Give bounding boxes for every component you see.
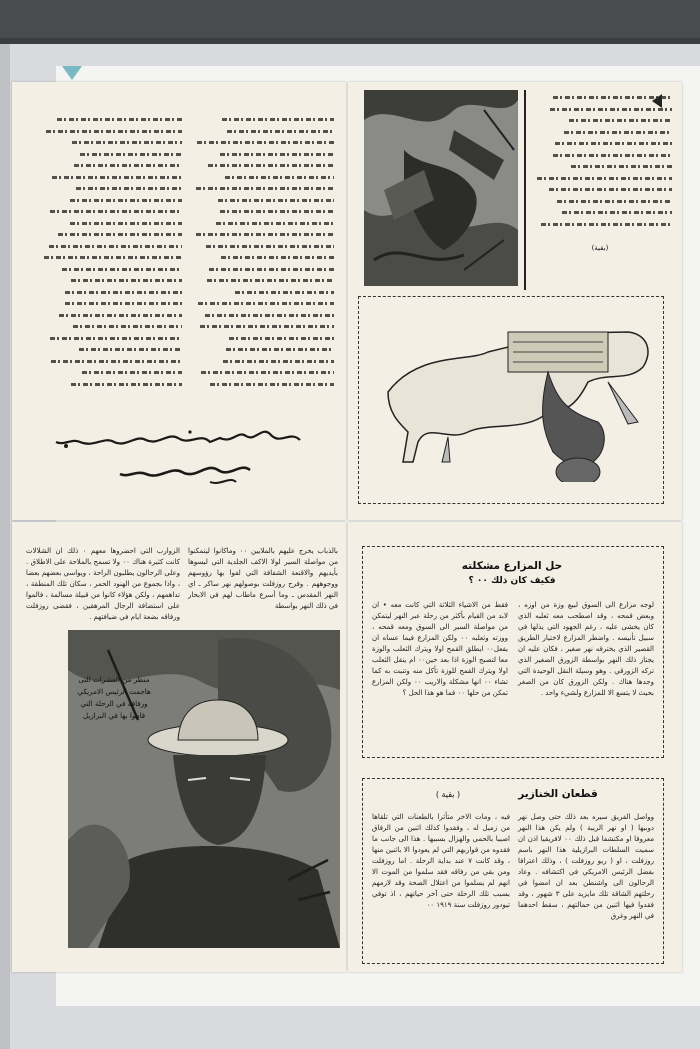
handwriting-line xyxy=(220,153,334,156)
handwriting-line xyxy=(222,118,334,121)
puzzle-col-left: فقط من الاشياء الثلاثة التي كانت معه • ان لابد من القيام بأكثر من رحلة عبر النهر ليتمكن من مواصلة السير الى السوق ومعه قمحه ، ووزته وثعلبه ٠٠ ولكن المزارع فيما عساه ان يفعل٠٠ ايطلق القمح اولا ويترك الثعلب والوزة معا لتصبح الوزة اذا بعد حين٠٠ ام ينقل الثعلب اولا ويترك القمح للوزة تأكل منه وتنبت به كما تشاء ٠٠ انها مشكلة والاريب ٠٠ ولكن المزارع تمكن من حلها ٠٠ فما هو هذا الحل ؟ xyxy=(372,601,509,697)
handwriting-line xyxy=(62,268,182,271)
handwriting-line xyxy=(206,245,334,248)
handwriting-line xyxy=(73,325,182,328)
handwriting-line xyxy=(50,337,182,340)
handwriting-line xyxy=(220,210,334,213)
handwriting-line xyxy=(225,176,334,179)
handwriting-line xyxy=(208,164,334,167)
farmer-drawing xyxy=(378,312,658,482)
handwriting-line xyxy=(198,302,334,305)
handwriting-line xyxy=(57,118,182,121)
handwriting-line xyxy=(555,142,672,145)
handwriting-line xyxy=(207,279,334,282)
handwriting-line xyxy=(571,165,672,168)
handwriting-line xyxy=(549,188,672,191)
puzzle-col-right: لوجه مزارع الى السوق لبيع وزة من اوزه ، وبعض قمحه ، وقد اصطحب معه ثعلبه الذي كان يخشى عليه ، رغم الجهود التي يذلها في سبيل تأنيسه . واضطر المزارع لاختيار الطريق القصير الذي يخترقه نهر صغير ، فكان عليه ان يجتاز ذلك النهر بواسطة الزورق الصغير الذي تركه الزورقي . وهو وسيلة النقل الوحيدة التي وجدها هناك . ولكن الزورق كان من الصغر بحيث لا يتسع الا للمزارع ولشيء واحد . xyxy=(518,601,654,697)
handwriting-line xyxy=(205,314,334,317)
handwriting-line xyxy=(46,130,182,133)
jungle-illustration xyxy=(364,90,518,286)
corner-tab xyxy=(62,66,82,80)
article-col-left: الزوارب التي احضروها معهم ٠ ذلك ان الشلالات كانت كثيرة هناك ٠٠ ولا تسمح بالملاحة على الاطلاق . وعلى الرحالون يطلبون الراحة ، ويواسي بعضهم بعضا ، واذا بجموع من الهنود الحمر ، سكان تلك المنطقة ، تداهمهم ، ولكن هؤلاء كانوا من قبيلة مسالمة ، فالموا على استضافة الرجال المرهقين ، فقضى روزفلت ورفاقه بضعة ايام في ضيافتهم . xyxy=(26,547,180,621)
handwriting-line xyxy=(196,233,334,236)
handwriting-line xyxy=(226,348,334,351)
puzzle-title: حل المزارع مشكلته xyxy=(461,560,563,572)
handwriting-line xyxy=(200,325,334,328)
pigs-col-right: وواصل الفريق سيره بعد ذلك حتى وصل نهر دوبيها ( او نهر الريبة ) ولم يكن هذا النهر معروفا او مكتشفا قبل ذلك ٠٠ لافريقيا اذن ان سميت السلطات البرازيلية هذا النهر باسم روزفلت ، او ( ريو روزفلت ) ، وذلك اعترافا بفضل الرئيس الامريكي في اكتشافه . وعاد الرحالون الى واشنطن بعد ان امضوا في رحلتهم الشاقة تلك مايزيد على ٣ شهور ، وقد فقدوا فيها اثنين من حمالتهم ، سقط احدهما في النهر وغرق xyxy=(518,813,654,920)
handwriting-line xyxy=(562,211,672,214)
handwriting-line xyxy=(71,383,182,386)
handwriting-line xyxy=(557,200,672,203)
handwriting-line xyxy=(553,154,672,157)
handwriting-line xyxy=(51,360,182,363)
handwriting-line xyxy=(537,177,672,180)
explorer-photo xyxy=(68,630,340,948)
handwriting-line xyxy=(227,130,334,133)
handwriting-line xyxy=(553,96,672,99)
handwriting-line xyxy=(210,383,334,386)
part-label: (بقية) xyxy=(591,244,609,252)
handwriting-line xyxy=(223,360,334,363)
pigs-col-left: فيه ، ومات الاخر متأثرا بالطعنات التي تلقاها من زميل له ، وفقدوا كذلك اثنين من الرفاق اصيبا بالحمى والهزال بسببها . هذا الى جانب ما فقدوه من قواربهم التي لم يعودوا الا باثنين منها ، وقد كانت ٧ عند بداية الرحلة . اما روزفلت ومن بقي من رفاقه فقد سلموا من الموت الا انهم لم يسلموا من اعتلال الصحة وقد لازمهم بسبب تلك الرحلة حتى آخر حياتهم ، اذ توفي تيودور روزفلت سنة ١٩١٩ ٠٠ xyxy=(372,813,511,909)
handwriting-line xyxy=(50,210,182,213)
handwriting-line xyxy=(52,176,182,179)
column-rule xyxy=(524,90,526,290)
jungle-photo xyxy=(364,90,518,286)
article-page-bottom-left xyxy=(12,522,346,972)
article-page-bottom-right xyxy=(348,522,682,972)
handwriting-line xyxy=(74,164,182,167)
handwriting-line xyxy=(82,371,182,374)
puzzle-subtitle: فكيف كان ذلك ٠٠ ؟ xyxy=(468,576,556,586)
handwriting-line xyxy=(229,337,334,340)
handwriting-line xyxy=(564,131,672,134)
board-left-shadow xyxy=(0,44,10,1049)
handwriting-line xyxy=(201,371,334,374)
handwriting-line xyxy=(70,199,182,202)
handwriting-line xyxy=(80,153,182,156)
handwriting-line xyxy=(79,348,182,351)
pigs-title: قطعان الخنازير xyxy=(518,788,598,800)
handwriting-line xyxy=(49,245,182,248)
handwriting-line xyxy=(58,233,182,236)
handwriting-line xyxy=(216,222,334,225)
handwriting-line xyxy=(541,223,672,226)
handwriting-line xyxy=(197,141,334,144)
handwriting-line xyxy=(221,256,334,259)
handwriting-line xyxy=(65,302,182,305)
handwriting-line xyxy=(59,314,182,317)
article-page-top-right xyxy=(348,82,682,520)
handwriting-line xyxy=(44,256,182,259)
handwriting-line xyxy=(196,187,334,190)
pigs-part-label: ( بقية ) xyxy=(435,790,461,799)
photo-caption: منظر من العشرات التى هاجمت الرئيس الامريكي ورفاقه في الرحلة التي قاموا بها في البرازيل xyxy=(77,675,151,720)
handwriting-line xyxy=(209,268,334,271)
handwriting-line xyxy=(70,222,182,225)
handwriting-line xyxy=(550,108,672,111)
handwritten-signature xyxy=(50,412,310,492)
handwriting-line xyxy=(65,291,182,294)
handwriting-line xyxy=(218,199,334,202)
article-col-right: بالذباب يخرج عليهم بالملايين ٠٠ وماكانوا ليتمكنوا من مواصلة السير لولا الاكف الجلدية التي لبسوها بأيديهم والاقنعة الشفافة التي لفوا بها رؤوسهم ووجوههم . وفرح روزفلت بوصولهم نهر ساكر ـ اي النهر المقدس ـ وما أسرع ماطاب لهم في الابحار في ذلك النهر بواسطة xyxy=(188,547,338,610)
handwriting-line xyxy=(235,291,334,294)
handwriting-line xyxy=(76,187,182,190)
board-top-edge xyxy=(0,38,700,44)
handwriting-line xyxy=(569,119,672,122)
manuscript-page xyxy=(12,82,346,520)
handwriting-line xyxy=(72,141,182,144)
handwriting-line xyxy=(71,279,182,282)
